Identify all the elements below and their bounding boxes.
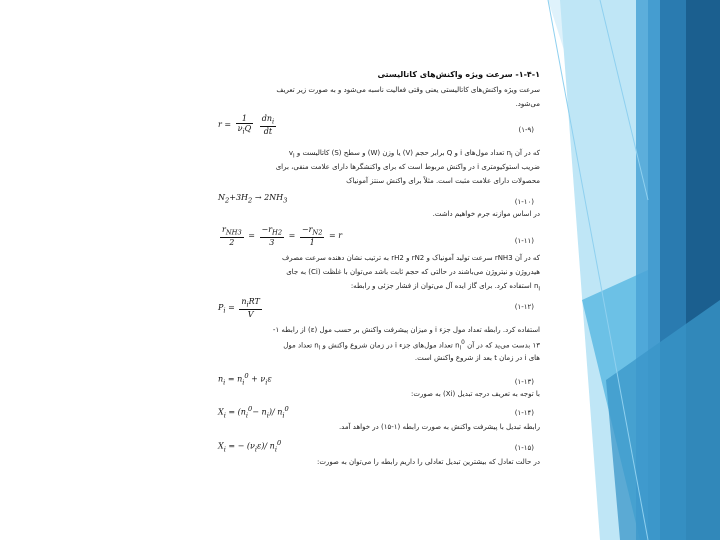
section-heading: ۱-۴-۱- سرعت ویژه واکنش‌های کاتالیستی xyxy=(377,70,540,79)
text-line: ضریب استوکیومتری i در واکنش مربوط است که برای واکنشگرها دارای علامت منفی، برای xyxy=(275,163,540,171)
equation-number: (۱-۱۱) xyxy=(514,237,534,245)
equation-12: $P_i$ = $\frac{n_iRT}{V}$ xyxy=(218,297,260,319)
text-line: که در آن $n_i$ تعداد مول‌های i و Q برابر حجم (V) یا وزن (W) و سطح (S) کاتالیست و $v_i$ xyxy=(288,149,540,160)
text-line: هیدروژن و نیتروژن می‌باشند در حالتی که حجم ثابت باشد می‌توان با غلظت (Ci) به جای xyxy=(286,268,540,276)
equation-number: (۱-۱۰) xyxy=(514,198,534,206)
text-line: با توجه به تعریف درجه تبدیل (Xi) به صورت: xyxy=(411,390,540,398)
equation-11: $\frac{r_{NH3}}{2}$ = $\frac{-r_{H2}}{3}$ = $\frac{-r_{N2}}{1}$ = r xyxy=(222,225,343,247)
equation-number: (۱-۹) xyxy=(518,126,534,134)
equation-9: r = $\frac{1}{\nu_iQ}$ $\frac{dn_i}{dt}$ xyxy=(218,114,275,136)
text-line: می‌شود. xyxy=(515,100,540,108)
equation-number: (۱-۱۳) xyxy=(514,378,534,386)
equation-number: (۱-۱۵) xyxy=(514,444,534,452)
equation-13: $n_i = n_i^0 + \nu_i\varepsilon$ xyxy=(218,372,272,387)
text-line: محصولات دارای علامت مثبت است. مثلاً برای واکنش سنتز آمونیاک xyxy=(346,177,540,185)
equation-15: $X_i$ = − $(\nu_i\varepsilon)/$ $n_i^0$ xyxy=(218,439,282,454)
equation-10: $N_2+3H_2 \to 2NH_3$ xyxy=(218,193,288,205)
equation-number: (۱-۱۲) xyxy=(514,303,534,311)
text-line: استفاده کرد. رابطه تعداد مول جزء i و میزان پیشرفت واکنش بر حسب مول (ε) از رابطه ۱- xyxy=(272,326,540,334)
text-line: ۱۳ بدست می‌ید که در آن $n_i^0$ تعداد مول‌های جزء i در زمان شروع واکنش و $n_i$ تعداد مول xyxy=(283,340,540,352)
text-line: سرعت ویژه واکنش‌های کاتالیستی یعنی وقتی فعالیت ناسبه می‌شود و به صورت زیر تعریف xyxy=(276,86,540,94)
text-line: که در آن rNH3 سرعت تولید آمونیاک و rN2 و rH2 به ترتیب نشان دهنده سرعت مصرف xyxy=(281,254,540,262)
text-line: رابطه تبدیل با پیشرفت واکنش به صورت رابطه (۱-۱۵) در خواهد آمد. xyxy=(338,423,540,431)
text-line: های i در زمان t بعد از شروع واکنش است. xyxy=(414,354,540,362)
text-line: $n_i$ استفاده کرد. برای گاز ایده آل می‌توان از فشار جزئی و رابطه: xyxy=(350,282,540,293)
text-line: در اساس موازنه جرم خواهیم داشت. xyxy=(432,210,540,218)
document-page xyxy=(200,62,540,472)
equation-number: (۱-۱۴) xyxy=(514,409,534,417)
equation-14: $X_i = (n_i^0- n_i)/$ $n_i^0$ xyxy=(218,405,289,420)
text-line: در حالت تعادل که بیشترین تبدیل تعادلی را داریم رابطه را می‌توان به صورت: xyxy=(316,458,540,466)
